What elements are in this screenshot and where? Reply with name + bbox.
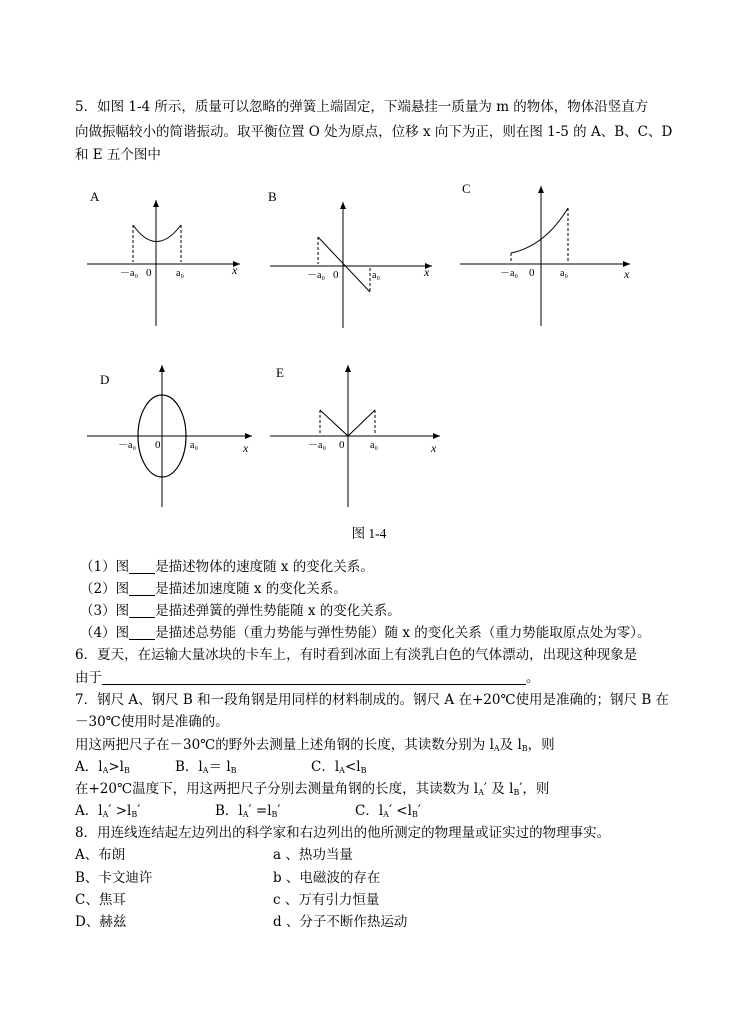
sub-a: A <box>202 766 209 775</box>
subquestion-1 <box>80 558 374 576</box>
graph-c-neg-a0: －a₀ <box>500 268 518 279</box>
sub-b: B <box>360 766 367 775</box>
graph-c-label: C <box>462 181 471 196</box>
opt-text: ′ <box>417 803 421 819</box>
q6-answer-blank[interactable] <box>102 670 526 685</box>
sub-a: A <box>339 766 345 775</box>
opt-text: A．l <box>75 759 103 775</box>
figure-caption: 图 1-4 <box>351 526 387 541</box>
graph-e-x-label: x <box>431 441 437 455</box>
graph-d-x-label: x <box>243 441 249 455</box>
q7-options-1 <box>75 758 367 780</box>
opt-text: <l <box>344 759 361 775</box>
q7-line-5 <box>75 780 549 802</box>
graph-c-origin: 0 <box>529 267 535 279</box>
q7-option-c2[interactable] <box>355 802 421 824</box>
q7-line-1: 7．钢尺 A、钢尺 B 和一段角钢是用同样的材料制成的。钢尺 A 在+20℃使用是准确的；钢尺 B 在 <box>75 692 670 708</box>
sub-a: A <box>102 766 109 775</box>
graph-b-pos-a0: a₀ <box>372 270 380 281</box>
graph-b-origin: 0 <box>333 269 339 281</box>
answer-blank-2[interactable] <box>129 581 155 596</box>
graph-d-pos-a0: a₀ <box>190 440 198 451</box>
q7-line-3-a: 用这两把尺子在－30℃的野外去测量上述角钢的长度，其读数分别为 l <box>75 737 494 753</box>
opt-text: ′ <box>137 803 141 819</box>
q7-options-2 <box>75 802 421 824</box>
q7-option-b1[interactable] <box>175 758 237 780</box>
graph-b-label: B <box>268 189 277 204</box>
opt-text: ′ <l <box>388 803 412 819</box>
graph-c-pos-a0: a₀ <box>560 268 568 279</box>
fact-item[interactable]: c 、万有引力恒量 <box>273 892 380 908</box>
subquestion-1-text: 是描述物体的速度随 x 的变化关系。 <box>155 559 374 575</box>
graph-a-x-label: x <box>232 263 238 277</box>
opt-text: A．l <box>75 803 103 819</box>
q8-intro: 8．用连线连结起左边列出的科学家和右边列出的他所测定的物理量或证实过的物理事实。 <box>75 825 611 841</box>
fact-item[interactable]: d 、分子不断作热运动 <box>273 914 408 930</box>
q7-option-a2[interactable] <box>75 803 140 819</box>
q8-row-2 <box>75 869 381 887</box>
opt-text: ＝ l <box>208 759 231 775</box>
sub-b: B <box>411 810 418 819</box>
sub-b: B <box>513 788 520 797</box>
q7-line-3-c: ，则 <box>527 737 555 753</box>
opt-text: B．l <box>175 759 203 775</box>
opt-text: B．l <box>215 803 243 819</box>
opt-text: ′ =l <box>248 803 272 819</box>
opt-text: C．l <box>355 803 384 819</box>
q7-option-c1[interactable] <box>311 758 366 780</box>
opt-text: ′ <box>277 803 281 819</box>
q7-option-a1[interactable] <box>75 759 130 775</box>
sub-b: B <box>271 810 278 819</box>
scientist-item[interactable]: D、赫兹 <box>75 914 127 930</box>
graph-d-origin: 0 <box>155 439 161 451</box>
q5-line-2: 向做振幅较小的简谐振动。取平衡位置 O 处为原点，位移 x 向下为正，则在图 1-5 的 A、B、C、D <box>75 124 673 140</box>
subquestion-2-text: 是描述加速度随 x 的变化关系。 <box>155 581 347 597</box>
q5-line-3: 和 E 五个图中 <box>75 147 161 163</box>
opt-text: >l <box>108 759 124 775</box>
subquestion-3 <box>80 602 401 620</box>
q7-option-b2[interactable] <box>215 802 281 824</box>
opt-text: ′ >l <box>108 803 132 819</box>
q8-row-1 <box>75 846 353 864</box>
q8-row-4 <box>75 913 408 931</box>
graph-d <box>87 365 252 507</box>
graph-a-neg-a0: －a₀ <box>120 268 138 279</box>
sub-b: B <box>124 766 130 775</box>
q6-line-2 <box>75 669 540 687</box>
sub-b: B <box>230 766 237 775</box>
graph-a-label: A <box>90 189 100 204</box>
graph-e <box>270 365 440 507</box>
q5-line-1: 5．如图 1-4 所示，质量可以忽略的弹簧上端固定，下端悬挂一质量为 m 的物体，物体沿竖直方 <box>75 99 649 115</box>
scientist-item[interactable]: B、卡文迪许 <box>75 870 153 886</box>
answer-blank-3[interactable] <box>129 603 155 618</box>
q7-line-3 <box>75 736 555 758</box>
q8-row-3 <box>75 891 380 909</box>
scientist-item[interactable]: A、布朗 <box>75 847 126 863</box>
graph-a <box>87 189 240 326</box>
graph-c <box>460 181 630 326</box>
graph-d-label: D <box>100 372 110 387</box>
subquestion-2 <box>80 580 347 598</box>
subquestion-1-prefix: （1）图 <box>80 559 130 575</box>
graph-a-pos-a0: a₀ <box>176 268 184 279</box>
fact-item[interactable]: a 、热功当量 <box>273 847 353 863</box>
subquestion-4-text: 是描述总势能（重力势能与弹性势能）随 x 的变化关系（重力势能取原点处为零）。 <box>155 625 651 641</box>
subquestion-4-prefix: （4）图 <box>80 625 130 641</box>
graph-e-origin: 0 <box>339 439 345 451</box>
answer-blank-1[interactable] <box>129 559 155 574</box>
graph-e-pos-a0: a₀ <box>370 440 378 451</box>
q6-suffix: 。 <box>526 670 540 686</box>
q7-line-2: －30℃使用时是准确的。 <box>75 714 229 730</box>
sub-a: A <box>478 788 484 797</box>
sub-a: A <box>242 810 249 819</box>
graph-d-neg-a0: －a₀ <box>118 440 136 451</box>
fact-item[interactable]: b 、电磁波的存在 <box>273 870 381 886</box>
scientist-item[interactable]: C、焦耳 <box>75 892 126 908</box>
q7-line-3-b: 及 l <box>499 737 522 753</box>
graph-b-x-label: x <box>424 265 430 279</box>
subquestion-4 <box>80 624 651 642</box>
sub-a: A <box>493 744 500 753</box>
q7-line-5-c: ′，则 <box>519 781 550 797</box>
sub-a: A <box>102 810 109 819</box>
sub-b: B <box>131 810 138 819</box>
opt-text: C．l <box>311 759 340 775</box>
graph-a-origin: 0 <box>146 267 152 279</box>
graph-e-neg-a0: －a₀ <box>308 440 326 451</box>
subquestion-3-text: 是描述弹簧的弹性势能随 x 的变化关系。 <box>155 603 401 619</box>
subquestion-3-prefix: （3）图 <box>80 603 130 619</box>
q6-line-1: 6．夏天，在运输大量冰块的卡车上，有时看到冰面上有淡乳白色的气体漂动，出现这种现象是 <box>75 647 638 663</box>
q7-line-5-b: ′ 及 l <box>483 781 514 797</box>
graph-c-x-label: x <box>624 267 630 281</box>
sub-b: B <box>521 744 528 753</box>
graph-e-label: E <box>276 365 284 380</box>
sub-a: A <box>383 810 389 819</box>
subquestion-2-prefix: （2）图 <box>80 581 130 597</box>
q6-prefix: 由于 <box>75 670 102 686</box>
graph-b <box>268 189 432 328</box>
answer-blank-4[interactable] <box>129 625 155 640</box>
graph-b-neg-a0: －a₀ <box>307 270 325 281</box>
q7-line-5-a: 在+20℃温度下，用这两把尺子分别去测量角钢的长度，其读数为 l <box>75 781 479 797</box>
